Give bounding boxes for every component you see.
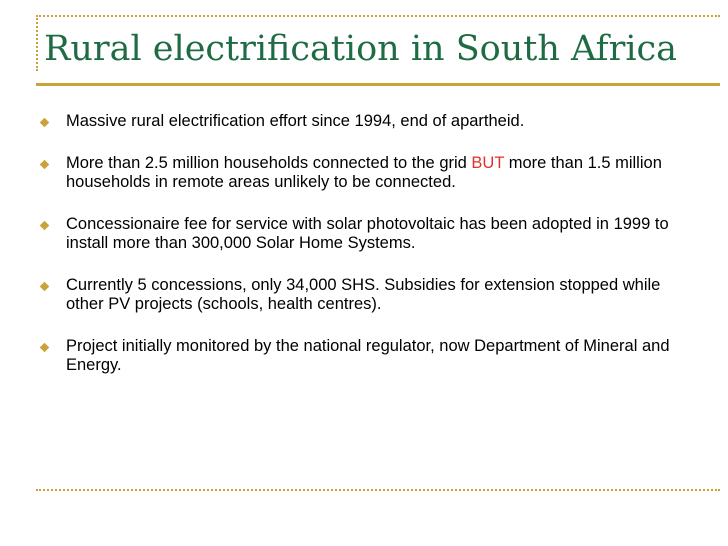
bullet-item [40, 337, 700, 375]
diamond-bullet-icon [40, 221, 50, 231]
bottom-divider [36, 489, 720, 491]
left-divider [36, 15, 38, 71]
title-underline [36, 83, 720, 86]
bullet-item [40, 154, 700, 192]
bullet-text: Project initially monitored by the national regulator, now Department of Mineral and Energy. [66, 337, 670, 374]
bullet-text: Massive rural electrification effort since 1994, end of apartheid. [66, 112, 525, 130]
bullet-highlight: BUT [471, 154, 505, 172]
bullet-text: Currently 5 concessions, only 34,000 SHS. Subsidies for extension stopped while other PV projects (schools, health centres). [66, 276, 661, 313]
diamond-bullet-icon [40, 343, 50, 353]
bullet-text-before: More than 2.5 million households connected to the grid [66, 154, 472, 172]
diamond-bullet-icon [40, 118, 50, 128]
diamond-bullet-icon [40, 282, 50, 292]
bullet-list [40, 112, 700, 398]
top-divider [36, 15, 720, 17]
diamond-bullet-icon [40, 160, 50, 170]
bullet-item [40, 112, 700, 131]
bullet-text: Concessionaire fee for service with solar photovoltaic has been adopted in 1999 to install more than 300,000 Solar Home Systems. [66, 215, 669, 252]
bullet-item [40, 215, 700, 253]
slide-title: Rural electrification in South Africa [44, 29, 678, 69]
bullet-item [40, 276, 700, 314]
bullet-text-after: more than 1.5 million households in remote areas unlikely to be connected. [66, 154, 662, 191]
